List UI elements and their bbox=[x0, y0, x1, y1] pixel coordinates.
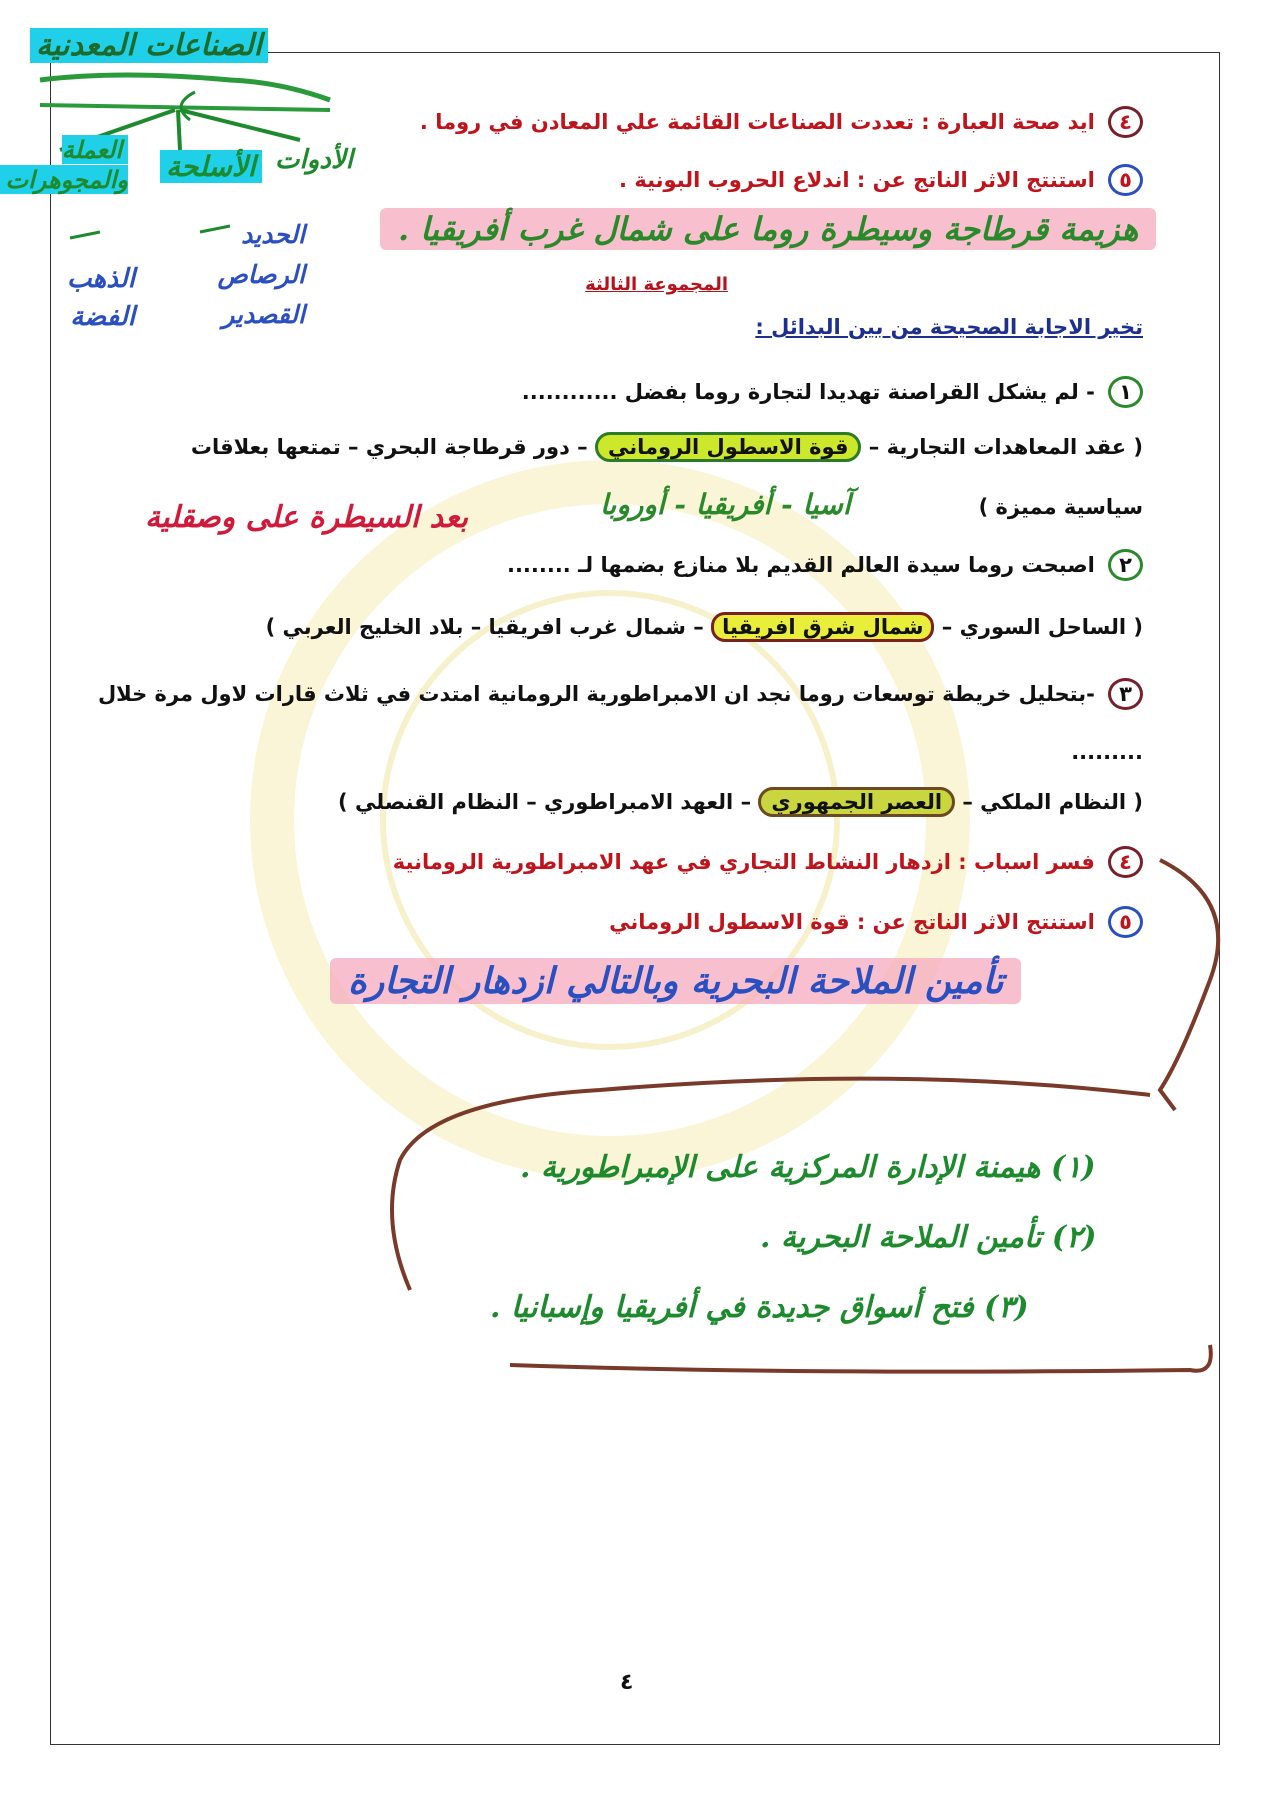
question-5-infer: ٥ استنتج الاثر الناتج عن : اندلاع الحروب البونية . bbox=[619, 163, 1143, 197]
handwritten-branch-tools: الأدوات bbox=[275, 145, 353, 175]
handwritten-reason-2: (٢) تأمين الملاحة البحرية . bbox=[760, 1220, 1097, 1255]
question-4b-explain: ٤ فسر اسباب : ازدهار النشاط التجاري في عهد الامبراطورية الرومانية bbox=[393, 845, 1143, 879]
handwritten-note-dominance: بعد السيطرة على وصقلية bbox=[145, 500, 469, 535]
mcq-1-stem: ١ - لم يشكل القراصنة تهديدا لتجارة روما بفضل ............ bbox=[522, 375, 1143, 409]
handwritten-branch-coins: العملة والمجوهرات bbox=[8, 135, 128, 195]
question-5b-infer: ٥ استنتج الاثر الناتج عن : قوة الاسطول الروماني bbox=[609, 905, 1143, 939]
mcq-3-option-a: ( النظام الملكي – bbox=[962, 790, 1143, 814]
handwritten-answer-fleet: تأمين الملاحة البحرية وبالتالي ازدهار التجارة bbox=[330, 960, 1021, 1002]
mcq-2-option-rest: – شمال غرب افريقيا – بلاد الخليج العربي ) bbox=[265, 615, 704, 639]
group-title: المجموعة الثالثة bbox=[585, 274, 728, 295]
handwritten-reason-1: (١) هيمنة الإدارة المركزية على الإمبراطورية . bbox=[520, 1150, 1096, 1185]
mcq-1-correct-option: قوة الاسطول الروماني bbox=[595, 432, 862, 462]
mcq-3-option-rest: – العهد الامبراطوري – النظام القنصلي ) bbox=[338, 790, 752, 814]
mcq-2-option-a: ( الساحل السوري – bbox=[941, 615, 1143, 639]
section-title: تخير الاجابة الصحيحة من بين البدائل : bbox=[755, 315, 1143, 339]
handwritten-answer-punic-wars: هزيمة قرطاجة وسيطرة روما على شمال غرب أفريقيا . bbox=[380, 210, 1156, 248]
mcq-2-stem: ٢ اصبحت روما سيدة العالم القديم بلا منازع بضمها لـ ........ bbox=[507, 548, 1143, 582]
mcq-1-option-rest: – دور قرطاجة البحري – تمتعها بعلاقات bbox=[190, 435, 588, 459]
handwritten-branch-weapons: الأسلحة bbox=[160, 150, 262, 183]
mcq-1-option-a: ( عقد المعاهدات التجارية – bbox=[868, 435, 1143, 459]
handwritten-note-continents: آسيا - أفريقيا - أوروبا bbox=[600, 488, 851, 521]
handwritten-metals-gold-silver: الذهب الفضة bbox=[66, 264, 135, 332]
mcq-3-correct-option: العصر الجمهوري bbox=[758, 787, 955, 817]
handwritten-metals-iron-lead-tin: الحديد الرصاص القصدير bbox=[217, 220, 305, 329]
handwritten-title: الصناعات المعدنية bbox=[30, 28, 268, 63]
page-number: ٤ bbox=[620, 1670, 634, 1695]
question-4-prove: ٤ ايد صحة العبارة : تعددت الصناعات القائمة علي المعادن في روما . bbox=[420, 105, 1143, 139]
mcq-2-correct-option: شمال شرق افريقيا bbox=[711, 612, 934, 642]
mcq-3-stem: ٣ -بتحليل خريطة توسعات روما نجد ان الامبراطورية الرومانية امتدت في ثلاث قارات لاول مرة خلال ......... bbox=[80, 665, 1143, 781]
mcq-1-options-cont: سياسية مميزة ) bbox=[978, 495, 1143, 519]
handwritten-reason-3: (٣) فتح أسواق جديدة في أفريقيا وإسبانيا . bbox=[490, 1290, 1029, 1325]
